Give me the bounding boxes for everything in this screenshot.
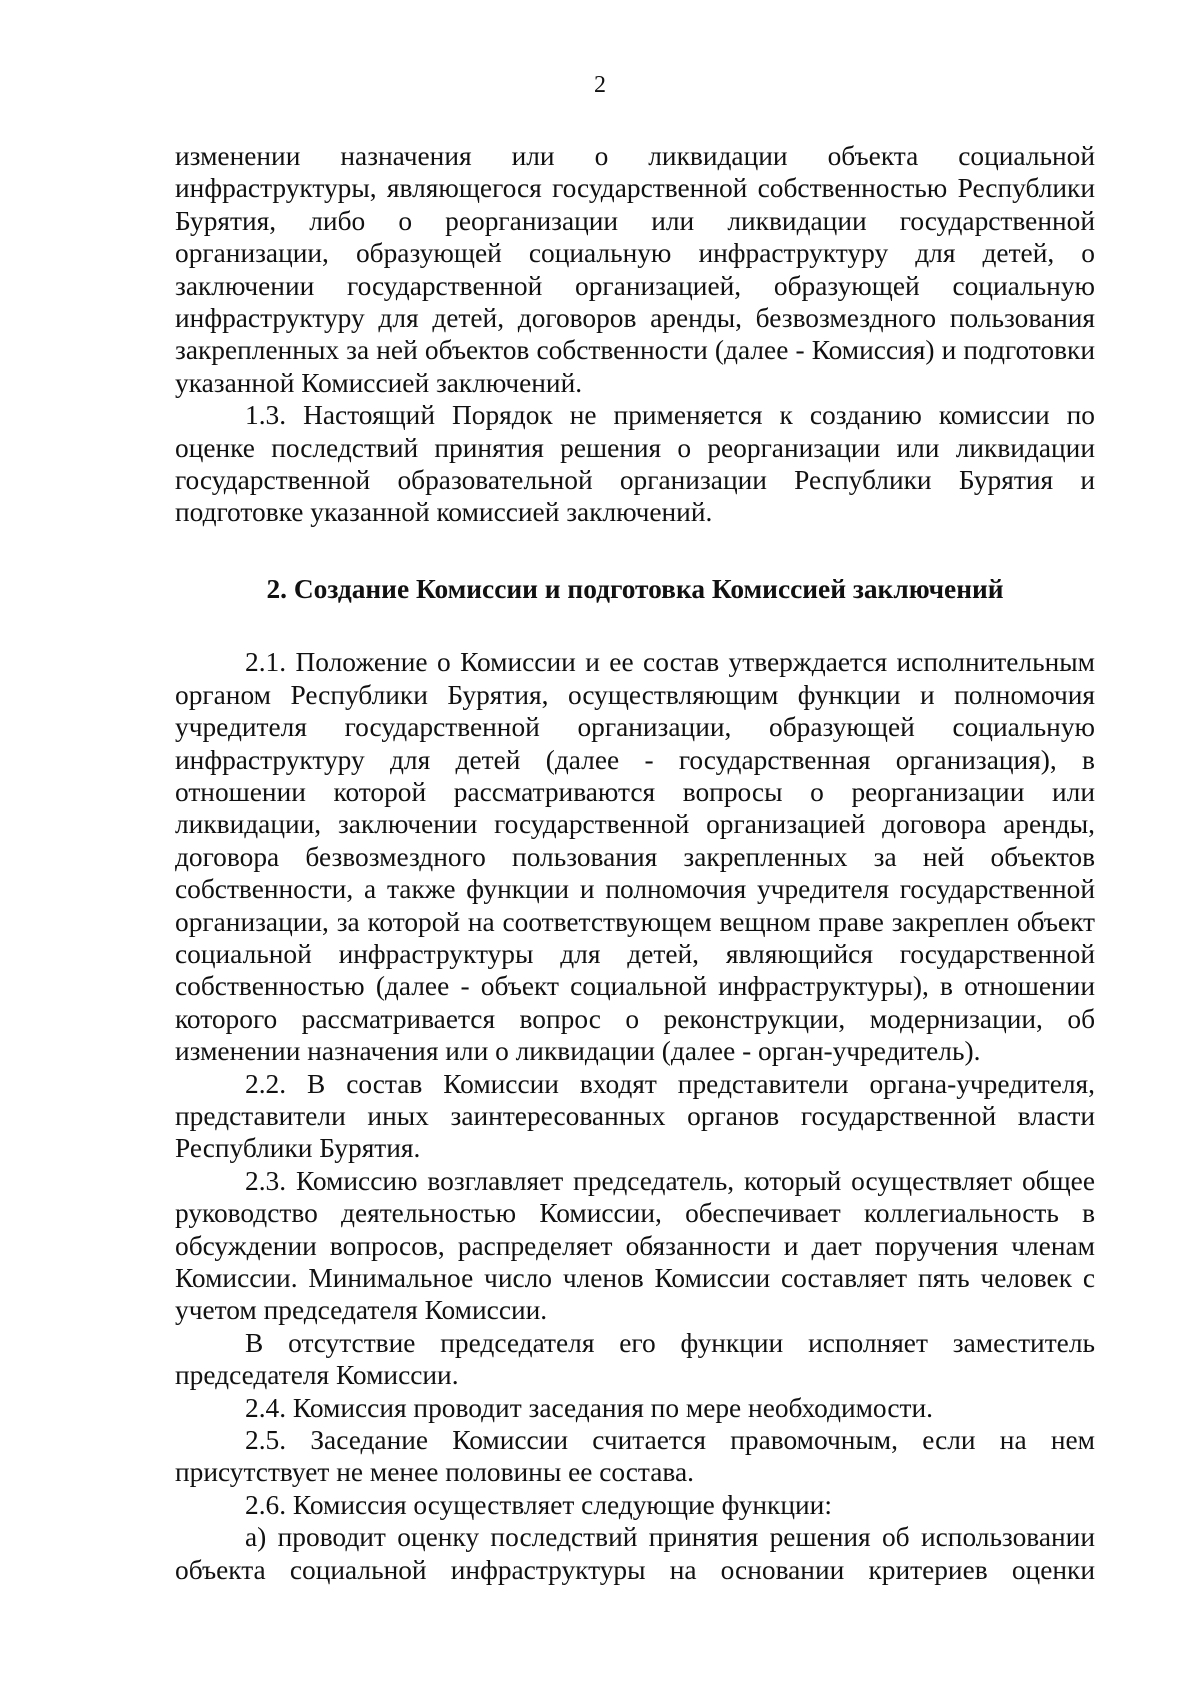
paragraph-2-4: 2.4. Комиссия проводит заседания по мере необходимости. (245, 1392, 933, 1423)
page-number: 2 (594, 72, 606, 98)
paragraph-2-1: 2.1. Положение о Комиссии и ее состав утверждается исполнительным органом Республики Бурятия, осуществляющим функции и полномочия учредителя государственной организации, образующей социальную инфраструктуру для детей (далее - государственная организация), в отношении которой рассматриваются вопросы о реорганизации или ликвидации, заключении государственной организацией договора аренды, договора безвозмездного пользования закрепленных за ней объектов собственности, а также функции и полномочия учредителя государственной организации, за которой на соответствующем вещном праве закреплен объект социальной инфраструктуры для детей, являющийся государственной собственностью (далее - объект социальной инфраструктуры), в отношении которого рассматривается вопрос о реконструкции, модернизации, об изменении назначения или о ликвидации (далее - орган-учредитель). (175, 647, 1095, 1067)
paragraph-2-6-a: а) проводит оценку последствий принятия решения об использовании объекта социальной инфраструктуры на основании критериев оценки (175, 1522, 1095, 1585)
paragraph-1-3: 1.3. Настоящий Порядок не применяется к созданию комиссии по оценке последствий принятия решения о реорганизации или ликвидации государственной образовательной организации Республики Бурятия и подготовке указанной комиссией заключений. (175, 400, 1095, 528)
paragraph-2-5: 2.5. Заседание Комиссии считается правомочным, если на нем присутствует не менее половины ее состава. (175, 1425, 1095, 1488)
paragraph-2-3: 2.3. Комиссию возглавляет председатель, который осуществляет общее руководство деятельностью Комиссии, обеспечивает коллегиальность в обсуждении вопросов, распределяет обязанности и дает поручения членам Комиссии. Минимальное число членов Комиссии составляет пять человек с учетом председателя Комиссии. (175, 1165, 1095, 1326)
paragraph-2-6: 2.6. Комиссия осуществляет следующие функции: (245, 1489, 832, 1520)
section-heading: 2. Создание Комиссии и подготовка Комиссией заключений (266, 573, 1004, 604)
paragraph-2-2: 2.2. В состав Комиссии входят представители органа-учредителя, представители иных заинтересованных органов государственной власти Республики Бурятия. (175, 1068, 1095, 1164)
paragraph-continuation: изменении назначения или о ликвидации объекта социальной инфраструктуры, являющегося государственной собственностью Республики Бурятия, либо о реорганизации или ликвидации государственной организации, образующей социальную инфраструктуру для детей, о заключении государственной организацией, образующей социальную инфраструктуру для детей, договоров аренды, безвозмездного пользования закрепленных за ней объектов собственности (далее - Комиссия) и подготовки указанной Комиссией заключений. (175, 141, 1095, 398)
paragraph-2-3-deputy: В отсутствие председателя его функции исполняет заместитель председателя Комиссии. (175, 1327, 1095, 1391)
document-body (175, 140, 1095, 1586)
